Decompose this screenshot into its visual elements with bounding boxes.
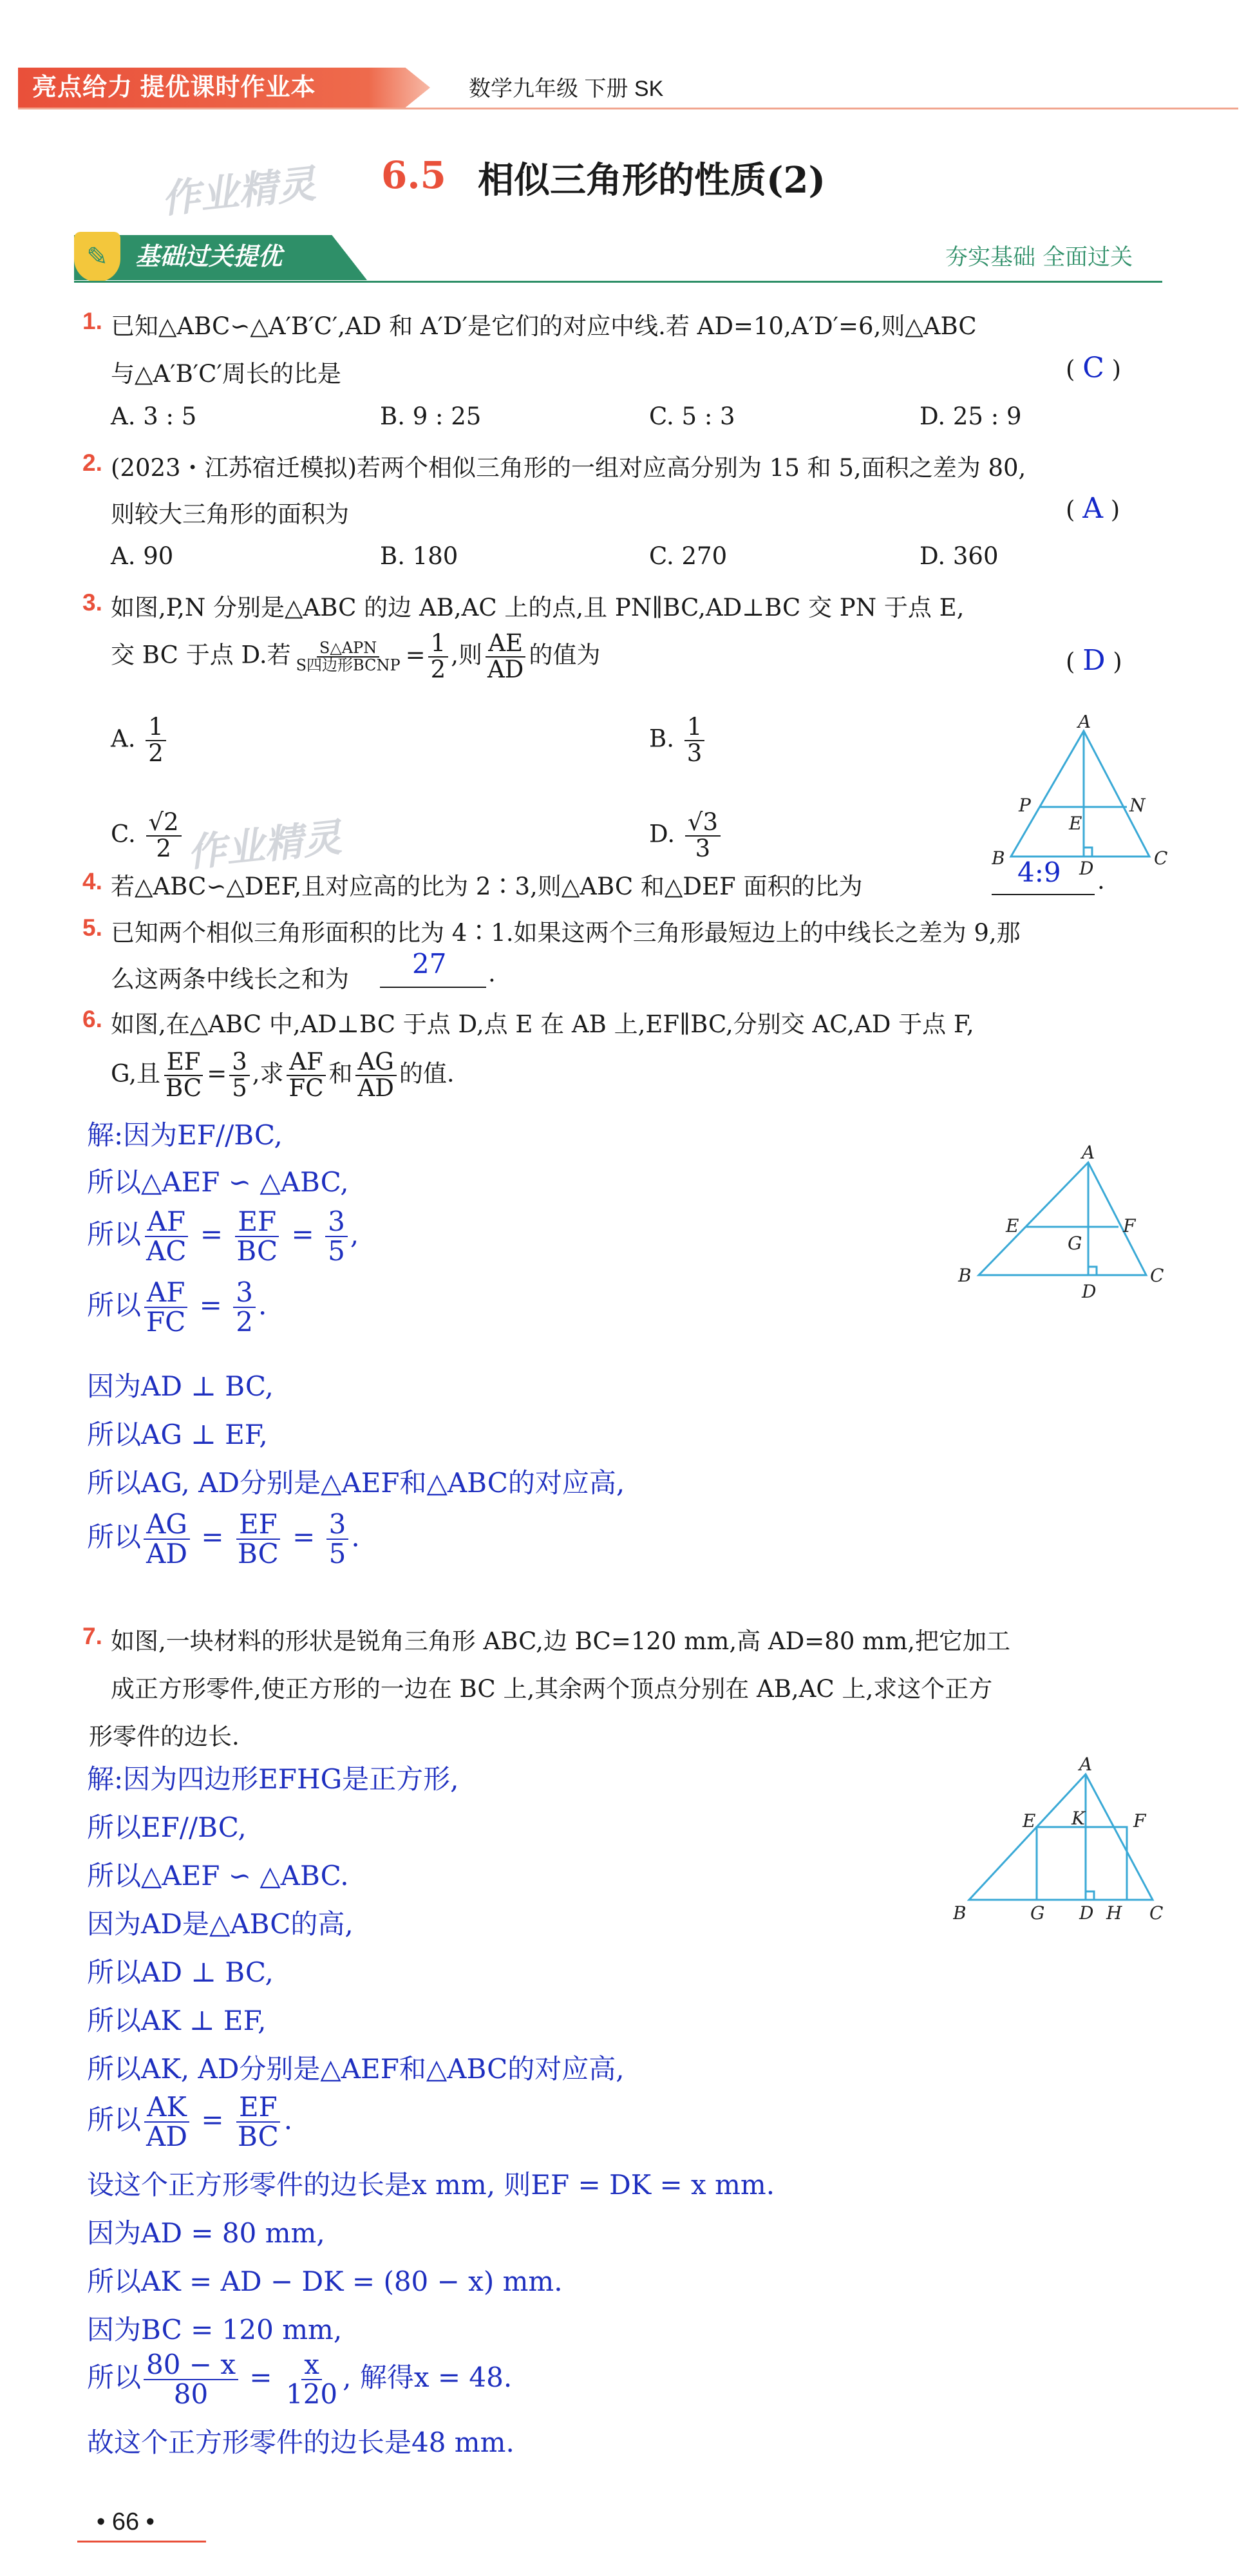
fraction (235, 2093, 281, 2151)
fig-label: C (1149, 1902, 1164, 1922)
fig-label: F (1123, 1215, 1136, 1236)
denominator: BC (165, 1074, 202, 1102)
text-segment: 的值为 (529, 641, 601, 669)
numerator: x (301, 2351, 322, 2380)
question-text: 已知两个相似三角形面积的比为 4∶1.如果这两个三角形最短边上的中线长之差为 9,那 (111, 919, 1021, 947)
option: C. 270 (649, 542, 728, 570)
fig-label: A (1078, 715, 1091, 732)
question-number: 3. (82, 589, 102, 616)
text-segment: 交 BC 于点 D.若 (111, 641, 291, 669)
fig-label: D (1079, 858, 1094, 876)
equals-sign: = (200, 1218, 223, 1251)
numerator: √3 (685, 810, 721, 837)
numerator: 80 − x (144, 2351, 238, 2380)
fraction (287, 1050, 326, 1101)
text-segment: ,则 (451, 641, 482, 669)
header-subject: 数学九年级 下册 SK (469, 77, 664, 101)
numerator: AG (355, 1050, 397, 1076)
solution-line (87, 2093, 292, 2151)
text-segment: 的值. (399, 1059, 455, 1088)
denominator: BC (236, 1235, 278, 1267)
fraction (283, 2351, 340, 2409)
text-segment: 所以 (87, 1289, 142, 1321)
equals-sign: = (292, 1521, 316, 1553)
numerator: 1 (428, 631, 449, 658)
question-text: 形零件的边长. (89, 1723, 240, 1750)
question-number: 6. (82, 1006, 102, 1032)
band-label: 基础过关提优 (135, 243, 283, 270)
text-segment: 所以 (87, 1218, 142, 1251)
fig-label: B (953, 1902, 967, 1922)
question-number: 4. (82, 868, 102, 895)
equals-sign: = (207, 1059, 227, 1088)
solution-line: 所以AD ⊥ BC, (87, 1956, 274, 1988)
fig-label: G (1068, 1233, 1082, 1254)
fig-label: E (1069, 813, 1082, 834)
denominator: 2 (156, 834, 171, 862)
question-number: 2. (82, 450, 102, 476)
option (111, 715, 169, 766)
text-segment: . (351, 1521, 360, 1553)
denominator: AD (487, 655, 524, 683)
denominator: 120 (285, 2378, 338, 2410)
equals-sign: = (249, 2362, 272, 2394)
fig-label: B (958, 1265, 972, 1286)
fig-label: E (1023, 1810, 1036, 1832)
solution-line: 因为AD = 80 mm, (87, 2217, 325, 2249)
denominator: 5 (328, 1538, 346, 1570)
denominator: AD (146, 2121, 188, 2153)
numerator: 3 (325, 1208, 348, 1237)
question-text: 如图,P,N 分别是△ABC 的边 AB,AC 上的点,且 PN∥BC,AD⊥BC 交 PN 于点 E, (111, 594, 965, 621)
fraction (144, 1278, 188, 1336)
denominator: 5 (328, 1235, 345, 1267)
option: D. 25 : 9 (920, 402, 1022, 430)
question-text: 与△A′B′C′周长的比是 (111, 360, 341, 388)
numerator: 3 (233, 1278, 256, 1308)
fig-label: A (1082, 1143, 1095, 1163)
solution-line: 设这个正方形零件的边长是x mm, 则EF = DK = x mm. (87, 2169, 775, 2201)
fraction (144, 1208, 189, 1265)
option: D. 360 (920, 542, 999, 570)
numerator: EF (236, 2093, 280, 2123)
option-letter: A. (111, 724, 136, 753)
solution-line: 解:因为EF//BC, (87, 1119, 283, 1151)
question-text: 已知△ABC∽△A′B′C′,AD 和 A′D′是它们的对应中线.若 AD=10,A′D′=6,则△ABC (111, 312, 977, 340)
text-segment: , 解得x = 48. (343, 2362, 513, 2394)
denominator: AD (357, 1074, 394, 1102)
denominator: AD (146, 1538, 188, 1570)
answer-value: 27 (412, 948, 447, 980)
solution-line: 所以AG, AD分别是△AEF和△ABC的对应高, (87, 1467, 625, 1499)
triangle-figure-q6 (953, 1143, 1172, 1304)
solution-line: 所以AK = AD − DK = (80 − x) mm. (87, 2266, 563, 2297)
solution-line (87, 1278, 267, 1336)
fig-label: C (1150, 1265, 1164, 1286)
answer-bracket: ( A ) (1066, 492, 1120, 525)
solution-line: 所以AK, AD分别是△AEF和△ABC的对应高, (87, 2053, 625, 2085)
option (111, 810, 184, 862)
triangle-figure-q7 (953, 1755, 1172, 1922)
header-divider (18, 108, 1238, 109)
watermark: 作业精灵 (159, 161, 318, 223)
option: C. 5 : 3 (649, 402, 735, 430)
text-segment: 和 (328, 1059, 353, 1088)
numerator: AF (144, 1278, 187, 1308)
option (649, 715, 707, 766)
fraction (144, 2351, 238, 2409)
solution-line: 因为AD ⊥ BC, (87, 1370, 274, 1402)
fig-label: A (1079, 1755, 1093, 1775)
numerator: S△APN (317, 640, 379, 658)
equals-sign: = (201, 1521, 224, 1553)
fraction (685, 810, 721, 862)
question-number: 1. (82, 308, 102, 334)
fig-label: N (1129, 795, 1146, 816)
text-segment: . (283, 2104, 293, 2136)
numerator: AK (144, 2093, 189, 2123)
equals-sign: = (405, 641, 426, 669)
punctuation: . (1097, 867, 1105, 895)
fraction (146, 715, 166, 766)
option: A. 90 (111, 542, 174, 570)
fraction (144, 2093, 190, 2151)
denominator: 2 (430, 655, 446, 683)
text-segment: 所以 (87, 1521, 142, 1553)
fraction (229, 1050, 250, 1101)
text-segment: . (258, 1289, 267, 1321)
fig-label: G (1030, 1902, 1045, 1922)
numerator: EF (235, 1208, 279, 1237)
solution-line: 解:因为四边形EFHG是正方形, (87, 1763, 459, 1795)
answer-value: A (1082, 492, 1103, 525)
text-segment: 所以 (87, 2104, 142, 2136)
fraction (234, 1208, 280, 1265)
answer-value: 4:9 (1017, 857, 1061, 888)
fig-label: C (1154, 848, 1168, 869)
numerator: AF (145, 1208, 188, 1237)
fraction (163, 1050, 204, 1101)
solution-line: 所以△AEF ∽ △ABC. (87, 1860, 349, 1891)
solution-line (87, 1510, 360, 1568)
option-letter: B. (649, 724, 674, 753)
numerator: AG (144, 1510, 190, 1540)
solution-line: 所以△AEF ∽ △ABC, (87, 1166, 349, 1198)
denominator: 3 (686, 739, 703, 767)
question-text (111, 631, 600, 683)
fig-label: B (992, 848, 1005, 869)
section-number: 6.5 (381, 153, 446, 197)
fig-label: P (1019, 795, 1031, 816)
fraction (325, 1208, 348, 1265)
numerator: EF (164, 1050, 203, 1076)
denominator: FC (146, 1306, 186, 1338)
denominator: 80 (173, 2378, 209, 2410)
answer-value: D (1082, 644, 1106, 677)
answer-blank (992, 894, 1095, 895)
fraction (684, 715, 705, 766)
page-number: • 66 • (97, 2508, 155, 2535)
option-letter: D. (649, 820, 675, 848)
fig-label: E (1006, 1215, 1019, 1236)
question-text: 则较大三角形的面积为 (111, 500, 349, 528)
question-text: 么这两条中线长之和为 (111, 965, 349, 993)
solution-line: 所以AG ⊥ EF, (87, 1419, 268, 1450)
numerator: 3 (326, 1510, 349, 1540)
question-number: 5. (82, 914, 102, 941)
option-letter: C. (111, 820, 136, 848)
footer-accent-line (77, 2541, 206, 2543)
question-text: 如图,在△ABC 中,AD⊥BC 于点 D,点 E 在 AB 上,EF∥BC,分别交 AC,AD 于点 F, (111, 1010, 974, 1038)
watermark: 作业精灵 (185, 815, 344, 876)
answer-bracket: ( D ) (1066, 644, 1122, 677)
text-segment: , (350, 1218, 359, 1251)
denominator: 2 (148, 739, 164, 767)
denominator: S四边形BCNP (296, 656, 401, 674)
equals-sign: = (199, 1289, 222, 1321)
numerator: 3 (229, 1050, 250, 1076)
fraction (355, 1050, 397, 1101)
solution-line: 因为BC = 120 mm, (87, 2314, 343, 2345)
numerator: 1 (684, 715, 705, 741)
lightbulb-icon: ✎ (74, 232, 120, 282)
question-text: (2023・江苏宿迁模拟)若两个相似三角形的一组对应高分别为 15 和 5,面积之差为 80, (111, 454, 1026, 482)
fraction (326, 1510, 349, 1568)
fig-label: H (1106, 1902, 1122, 1922)
triangle-figure-q3 (992, 715, 1172, 876)
numerator: AF (287, 1050, 325, 1076)
numerator: EF (236, 1510, 280, 1540)
fraction (485, 631, 526, 683)
text-segment: ,求 (252, 1059, 284, 1088)
punctuation: . (488, 960, 496, 987)
numerator: AE (486, 631, 525, 658)
fraction (294, 640, 403, 674)
solution-line: 所以AK ⊥ EF, (87, 2005, 267, 2036)
question-text: 若△ABC∽△DEF,且对应高的比为 2∶3,则△ABC 和△DEF 面积的比为 (111, 873, 863, 900)
band-motto: 夯实基础 全面过关 (945, 245, 1133, 270)
numerator: 1 (146, 715, 166, 741)
denominator: BC (237, 1538, 279, 1570)
option: B. 180 (380, 542, 458, 570)
solution-line: 因为AD是△ABC的高, (87, 1908, 354, 1940)
band-divider (74, 281, 1162, 283)
page-title: 相似三角形的性质(2) (478, 159, 826, 202)
option (649, 810, 723, 862)
answer-bracket: ( C ) (1066, 352, 1122, 384)
denominator: BC (237, 2121, 279, 2153)
solution-line (87, 2351, 512, 2409)
fig-label: D (1082, 1281, 1097, 1302)
header-brand: 亮点给力 提优课时作业本 (32, 74, 316, 101)
solution-line: 所以EF//BC, (87, 1812, 247, 1843)
fraction (144, 1510, 190, 1568)
fraction (428, 631, 449, 683)
denominator: 5 (232, 1074, 247, 1102)
denominator: AC (146, 1235, 187, 1267)
denominator: FC (288, 1074, 324, 1102)
fraction (146, 810, 182, 862)
fraction (235, 1510, 281, 1568)
equals-sign: = (291, 1218, 314, 1251)
option: A. 3 : 5 (111, 402, 197, 430)
fig-label: D (1079, 1902, 1094, 1922)
answer-blank (380, 987, 486, 988)
fig-label: K (1071, 1808, 1085, 1829)
question-text (111, 1050, 455, 1101)
solution-line (87, 1208, 359, 1265)
numerator: √2 (146, 810, 182, 837)
question-text: 如图,一块材料的形状是锐角三角形 ABC,边 BC=120 mm,高 AD=80 mm,把它加工 (111, 1627, 1011, 1655)
denominator: 3 (695, 834, 711, 862)
denominator: 2 (236, 1306, 253, 1338)
fig-label: F (1133, 1810, 1146, 1832)
text-segment: G,且 (111, 1059, 160, 1088)
answer-value: C (1082, 352, 1104, 384)
text-segment: 所以 (87, 2362, 142, 2394)
fraction (233, 1278, 256, 1336)
equals-sign: = (201, 2104, 224, 2136)
question-text: 成正方形零件,使正方形的一边在 BC 上,其余两个顶点分别在 AB,AC 上,求这个正方 (111, 1675, 993, 1703)
question-number: 7. (82, 1623, 102, 1649)
option: B. 9 : 25 (380, 402, 482, 430)
solution-line: 故这个正方形零件的边长是48 mm. (87, 2427, 514, 2458)
